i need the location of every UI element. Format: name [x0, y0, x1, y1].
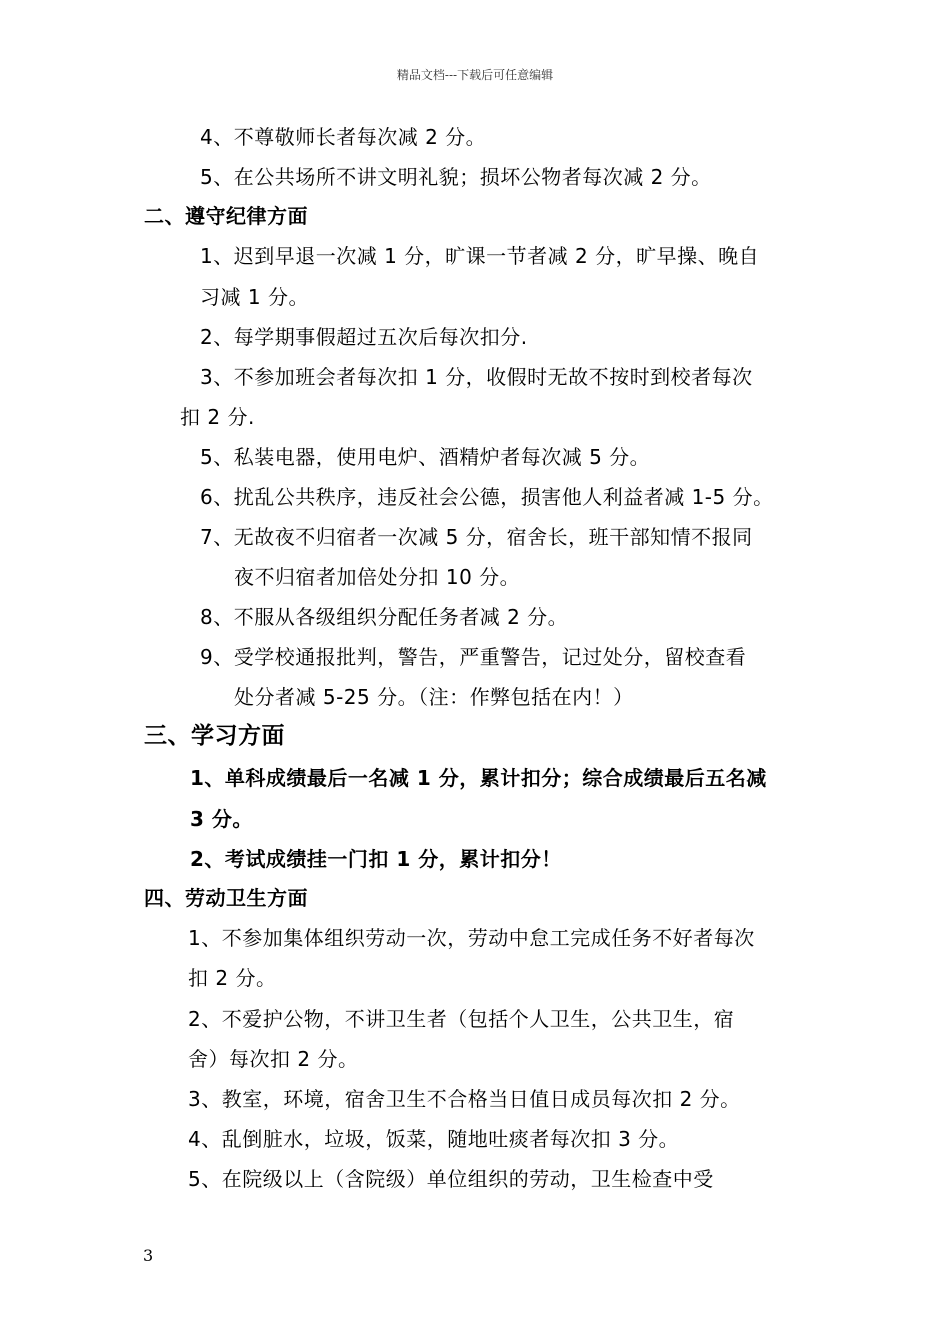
rule-line-appliances: 5、私装电器，使用电炉、酒精炉者每次减 5 分。	[200, 445, 651, 469]
rule-line-penalties: 9、受学校通报批判，警告，严重警告，记过处分，留校查看	[200, 645, 747, 669]
page-number: 3	[143, 1246, 154, 1265]
section-heading-discipline: 二、遵守纪律方面	[144, 204, 308, 228]
rule-line-penalties-cont: 处分者减 5-25 分。（注：作弊包括在内！）	[234, 685, 634, 709]
rule-line-grades: 1、单科成绩最后一名减 1 分，累计扣分；综合成绩最后五名减	[190, 766, 767, 790]
rule-line-respect: 4、不尊敬师长者每次减 2 分。	[200, 125, 487, 149]
section-heading-labor: 四、劳动卫生方面	[144, 886, 308, 910]
rule-line-labor: 1、不参加集体组织劳动一次，劳动中怠工完成任务不好者每次	[188, 926, 755, 950]
page-header: 精品文档---下载后可任意编辑	[396, 68, 554, 82]
rule-line-dorm-hygiene: 3、教室，环境，宿舍卫生不合格当日值日成员每次扣 2 分。	[188, 1087, 741, 1111]
rule-line-lateness-cont: 习减 1 分。	[200, 285, 309, 309]
rule-line-littering: 4、乱倒脏水，垃圾，饭菜，随地吐痰者每次扣 3 分。	[188, 1127, 680, 1151]
rule-line-grades-cont: 3 分。	[190, 807, 253, 831]
rule-line-labor-cont: 扣 2 分。	[188, 966, 277, 990]
rule-line-public-manners: 5、在公共场所不讲文明礼貌；损坏公物者每次减 2 分。	[200, 165, 712, 189]
rule-line-public-order: 6、扰乱公共秩序，违反社会公德，损害他人利益者减 1-5 分。	[200, 485, 774, 509]
section-heading-study: 三、学习方面	[144, 723, 285, 749]
rule-line-leave: 2、每学期事假超过五次后每次扣分.	[200, 325, 528, 349]
rule-line-hygiene-cont: 舍）每次扣 2 分。	[188, 1047, 359, 1071]
rule-line-obedience: 8、不服从各级组织分配任务者减 2 分。	[200, 605, 569, 629]
rule-line-night-absence: 7、无故夜不归宿者一次减 5 分，宿舍长，班干部知情不报同	[200, 525, 753, 549]
rule-line-night-absence-cont: 夜不归宿者加倍处分扣 10 分。	[234, 565, 521, 589]
rule-line-inspection: 5、在院级以上（含院级）单位组织的劳动，卫生检查中受	[188, 1167, 714, 1191]
rule-line-lateness: 1、迟到早退一次减 1 分，旷课一节者减 2 分，旷早操、晚自	[200, 244, 760, 268]
rule-line-exam-fail: 2、考试成绩挂一门扣 1 分，累计扣分！	[190, 847, 562, 871]
rule-line-class-meeting-cont: 扣 2 分.	[180, 405, 255, 429]
rule-line-hygiene: 2、不爱护公物，不讲卫生者（包括个人卫生，公共卫生，宿	[188, 1007, 735, 1031]
rule-line-class-meeting: 3、不参加班会者每次扣 1 分，收假时无故不按时到校者每次	[200, 365, 753, 389]
